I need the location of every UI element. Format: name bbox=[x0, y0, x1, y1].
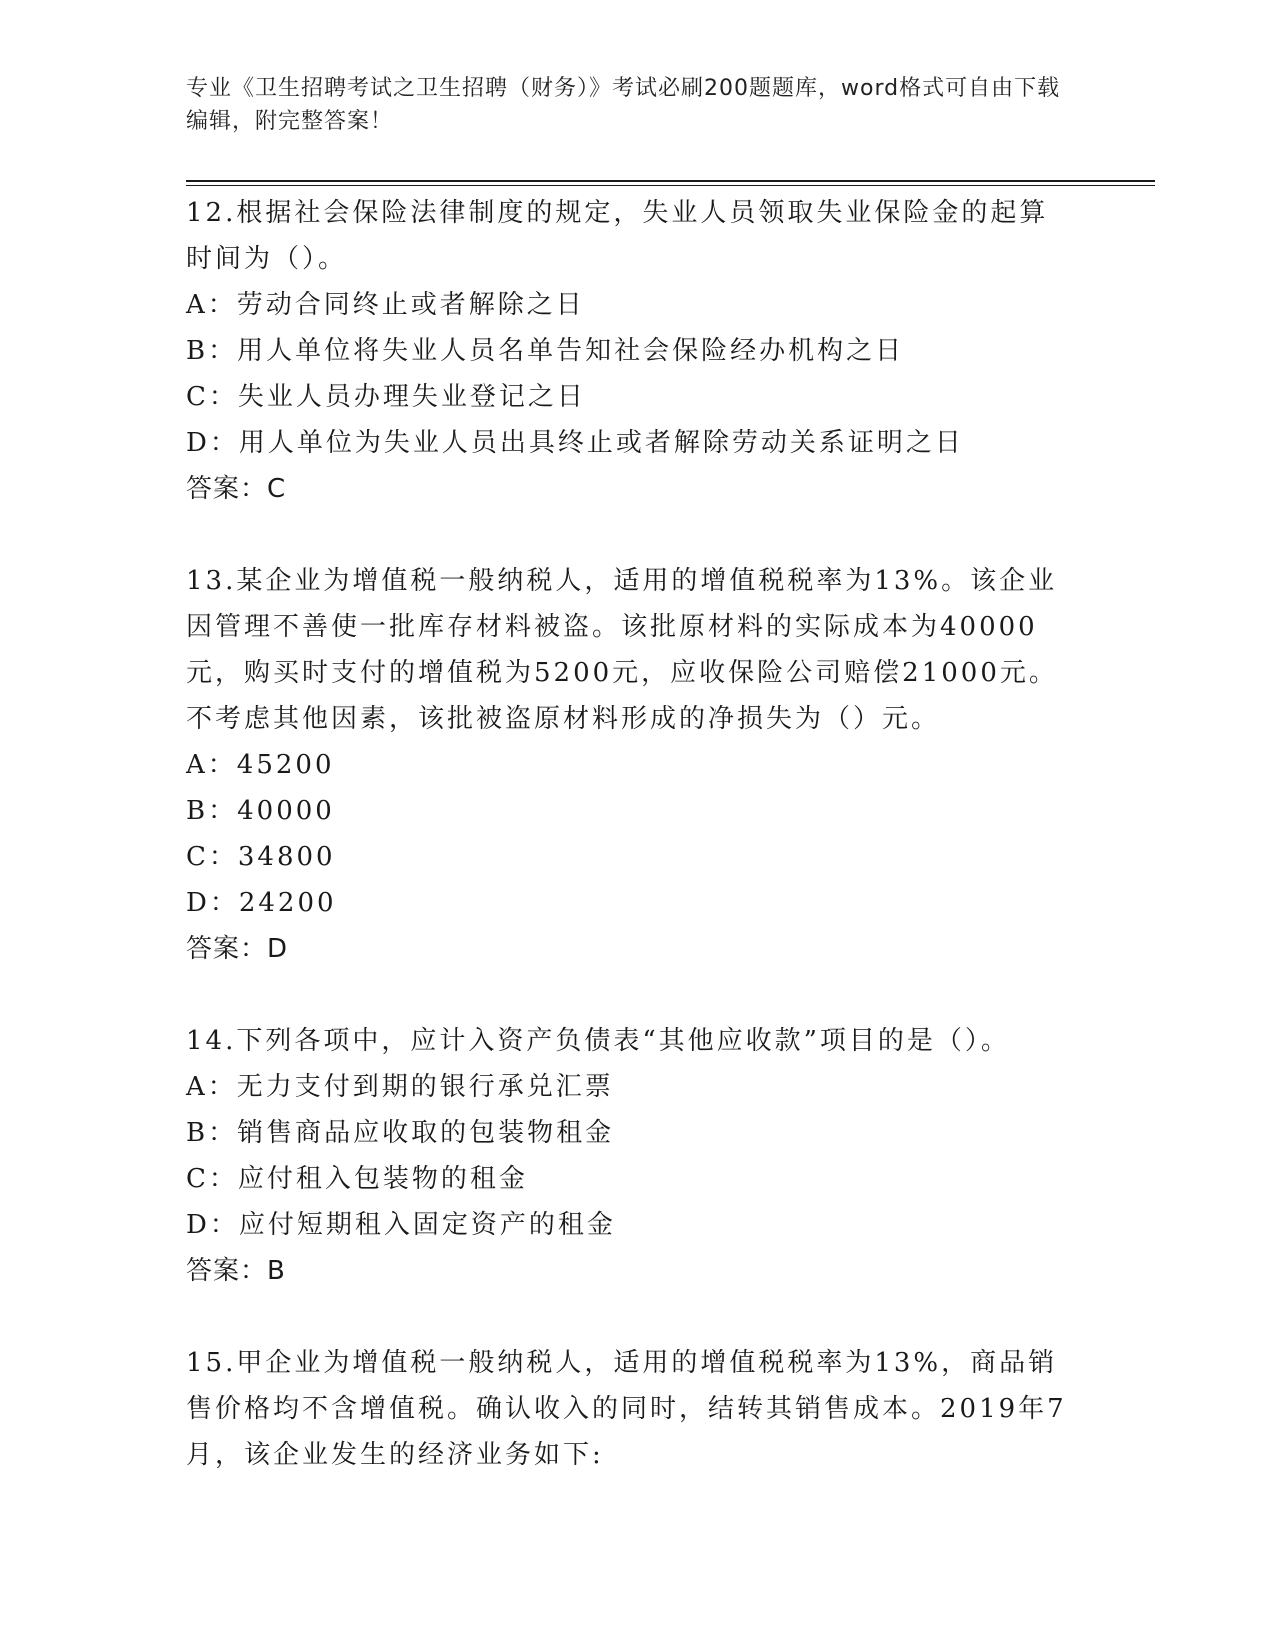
question-15 bbox=[186, 1340, 1086, 1478]
question-14 bbox=[186, 1018, 1086, 1294]
option-a: A：无力支付到期的银行承兑汇票 bbox=[186, 1072, 614, 1102]
answer-line: 答案：C bbox=[186, 474, 287, 504]
option-d: D：24200 bbox=[186, 888, 337, 918]
option-c: C：应付租入包装物的租金 bbox=[186, 1164, 528, 1194]
question-list bbox=[186, 190, 1086, 1478]
question-stem: 13.某企业为增值税一般纳税人，适用的增值税税率为13%。该企业因管理不善使一批库存材料被盗。该批原材料的实际成本为40000元，购买时支付的增值税为5200元，应收保险公司赔偿21000元。不考虑其他因素，该批被盗原材料形成的净损失为（）元。 bbox=[186, 566, 1058, 734]
option-a: A：劳动合同终止或者解除之日 bbox=[186, 290, 585, 320]
option-b: B：40000 bbox=[186, 796, 335, 826]
header-divider-thick bbox=[186, 180, 1155, 182]
document-header: 专业《卫生招聘考试之卫生招聘（财务）》考试必刷200题题库，word格式可自由下载编辑，附完整答案！ bbox=[186, 76, 1061, 134]
answer-line: 答案：D bbox=[186, 934, 289, 964]
question-stem: 14.下列各项中，应计入资产负债表“其他应收款”项目的是（）。 bbox=[186, 1026, 1010, 1056]
option-c: C：失业人员办理失业登记之日 bbox=[186, 382, 586, 412]
header-divider-thin bbox=[186, 185, 1155, 186]
option-c: C：34800 bbox=[186, 842, 336, 872]
answer-line: 答案：B bbox=[186, 1256, 286, 1286]
option-d: D：应付短期租入固定资产的租金 bbox=[186, 1210, 616, 1240]
question-stem: 15.甲企业为增值税一般纳税人，适用的增值税税率为13%，商品销售价格均不含增值税。确认收入的同时，结转其销售成本。2019年7月，该企业发生的经济业务如下: bbox=[186, 1348, 1067, 1470]
option-a: A：45200 bbox=[186, 750, 335, 780]
option-b: B：销售商品应收取的包装物租金 bbox=[186, 1118, 615, 1148]
option-b: B：用人单位将失业人员名单告知社会保险经办机构之日 bbox=[186, 336, 905, 366]
question-12 bbox=[186, 190, 1086, 512]
question-stem: 12.根据社会保险法律制度的规定，失业人员领取失业保险金的起算时间为（）。 bbox=[186, 198, 1049, 274]
question-13 bbox=[186, 558, 1086, 972]
option-d: D：用人单位为失业人员出具终止或者解除劳动关系证明之日 bbox=[186, 428, 964, 458]
